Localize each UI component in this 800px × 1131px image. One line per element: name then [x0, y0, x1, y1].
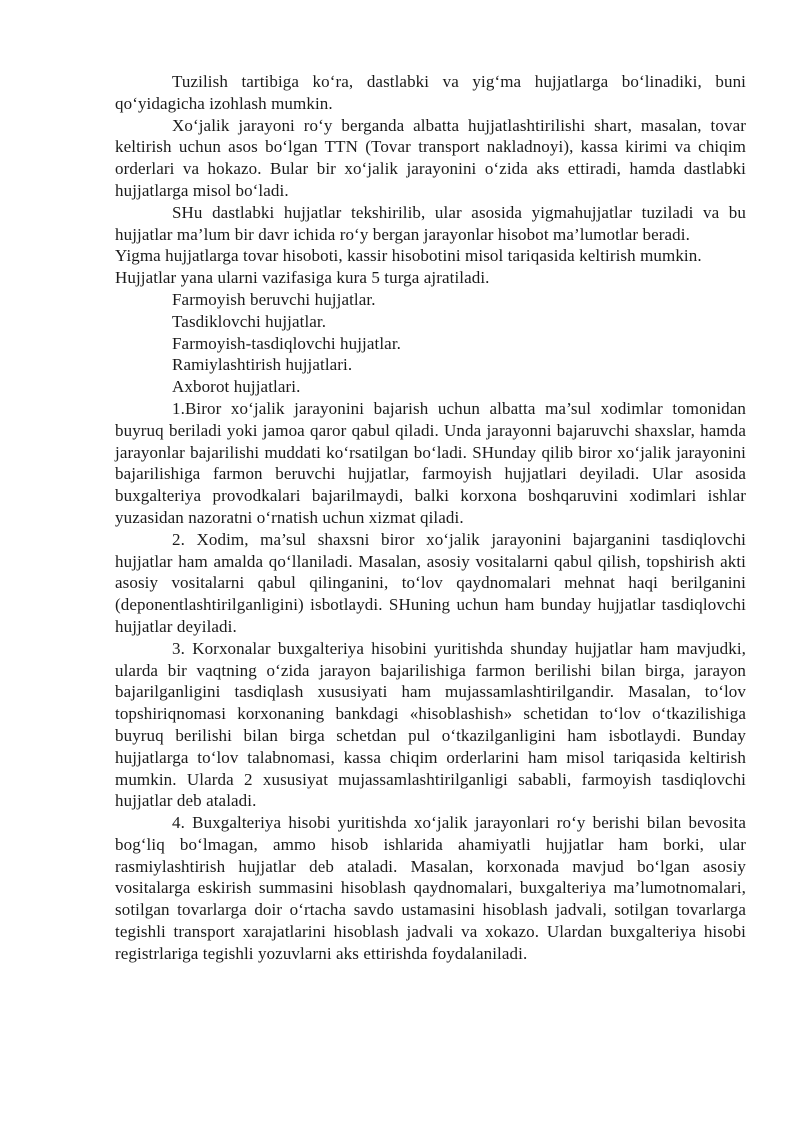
list-item-axborot: Axborot hujjatlari.: [172, 377, 301, 397]
paragraph-item-1: 1.Biror xoʻjalik jarayonini bajarish uchun albatta ma’sul xodimlar tomonidan buyruq beriladi yoki jamoa qaror qabul qiladi. Unda jarayonni bajaruvchi shaxslar, hamda jarayonlar bajarilishi muddati koʻrsatilgan boʻladi. SHunday qilib biror xoʻjalik jarayonini bajarilishiga farmon beruvchi hujjatlar, farmoyish hujjatlari deyiladi. Ular asosida buxgalteriya provodkalari bajarilmaydi, balki korxona boshqaruvini xodimlari ishlar yuzasidan nazoratni oʻrnatish uchun xizmat qiladi.: [115, 398, 746, 527]
page-text-block: [115, 71, 746, 965]
list-item-farmoyish-beruvchi: Farmoyish beruvchi hujjatlar.: [172, 289, 376, 309]
paragraph-item-2: 2. Xodim, ma’sul shaxsni biror xoʻjalik jarayonini bajarganini tasdiqlovchi hujjatlar ham amalda qoʻllaniladi. Masalan, asosiy vositalarni qabul qilish, topshirish akti asosiy vositalarni qabul qilinganini, toʻlov qaydnomalari mehnat haqi berilganini (deponentlashtirilganligini) isbotlaydi. SHuning uchun ham bunday hujjatlar tasdiqlovchi hujjatlar deyiladi.: [115, 529, 746, 636]
paragraph-shu-dastlabki: SHu dastlabki hujjatlar tekshirilib, ular asosida yigmahujjatlar tuziladi va bu hujjatlar ma’lum bir davr ichida roʻy bergan jarayonlar hisobot ma’lumotlar beradi.: [115, 202, 746, 244]
paragraph-item-4: 4. Buxgalteriya hisobi yuritishda xoʻjalik jarayonlari roʻy berishi bilan bevosita bogʻliq boʻlmagan, ammo hisob ishlarida ahamiyatli hujjatlar ham borki, ular rasmiylashtirish hujjatlar deb ataladi. Masalan, korxonada mavjud boʻlgan asosiy vositalarga eskirish summasini hisoblash qaydnomalari, buxgalteriya ma’lumotnomalari, sotilgan tovarlarga doir oʻrtacha savdo ustamasini hisoblash jadvali, sotilgan tovarlarga tegishli transport xarajatlarini hisoblash jadvali va xokazo. Ulardan buxgalteriya hisobi registrlariga tegishli yozuvlarni aks ettirishda foydalaniladi.: [115, 813, 746, 963]
list-item-ramiylashtirish: Ramiylashtirish hujjatlari.: [172, 355, 353, 375]
paragraph-xojalik: Xoʻjalik jarayoni roʻy berganda albatta hujjatlashtirilishi shart, masalan, tovar keltirish uchun asos boʻlgan TTN (Tovar transport nakladnoyi), kassa kirimi va chiqim orderlari va hokazo. Bular bir xoʻjalik jarayonini oʻzida aks ettiradi, hamda dastlabki hujjatlarga misol boʻladi.: [115, 115, 746, 200]
list-item-tasdiklovchi: Tasdiklovchi hujjatlar.: [172, 311, 327, 331]
paragraph-tuzilish: Tuzilish tartibiga koʻra, dastlabki va yigʻma hujjatlarga boʻlinadiki, buni qoʻyidagicha izohlash mumkin.: [115, 72, 746, 113]
list-item-farmoyish-tasdiqlovchi: Farmoyish-tasdiqlovchi hujjatlar.: [172, 333, 401, 353]
paragraph-yigma: Yigma hujjatlarga tovar hisoboti, kassir hisobotini misol tariqasida keltirish mumkin.: [115, 246, 702, 266]
paragraph-hujjatlar-5turga: Hujjatlar yana ularni vazifasiga kura 5 turga ajratiladi.: [115, 268, 490, 288]
paragraph-item-3: 3. Korxonalar buxgalteriya hisobini yuritishda shunday hujjatlar ham mavjudki, ularda bir vaqtning oʻzida jarayon bajarilishiga farmon berilishi bilan birga, jarayon bajarilganligini tasdiqlash xususiyati ham mujassamlashtirilgandir. Masalan, toʻlov topshiriqnomasi korxonaning bankdagi «hisoblashish» schetidan toʻlov oʻtkazilishiga buyruq berilishi bilan birga schetdan pul oʻtkazilganligini ham isbotlaydi. Bunday hujjatlarga toʻlov talabnomasi, kassa chiqim orderlarini ham misol tariqasida keltirish mumkin. Ularda 2 xususiyat mujassamlashtirilganligi sababli, farmoyish tasdiqlovchi hujjatlar deb ataladi.: [115, 638, 746, 811]
